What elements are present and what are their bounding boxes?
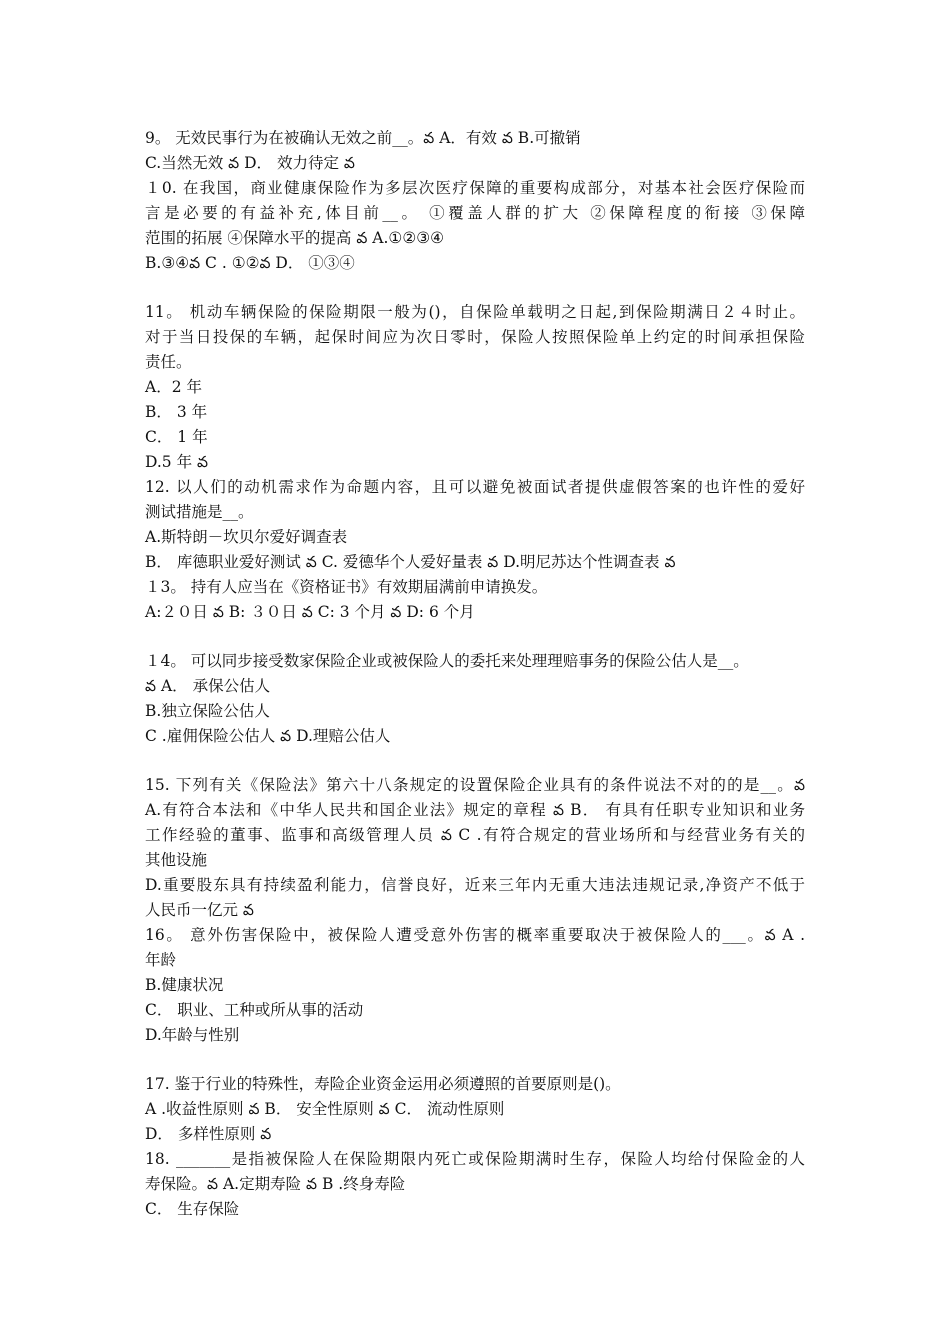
question-11-option-c: C． 1 年 (145, 428, 208, 446)
question-17-line-1: 17. 鉴于行业的特殊性，寿险企业资金运用必须遵照的首要原则是()。 (145, 1075, 621, 1093)
question-11-line-1: 11。 机动车辆保险的保险期限一般为()，自保险单载明之日起,到保险期满日２４时止。 (145, 303, 805, 321)
question-11-line-3: 责任。 (145, 353, 192, 371)
question-10-line-3: 范围的拓展 ④保障水平的提高 వ A.①②③④ (145, 229, 445, 247)
question-9-line-2: C.当然无效 వ D． 效力待定 వ (145, 154, 355, 172)
question-11-option-b: B． 3 年 (145, 403, 208, 421)
question-16-option-c: C． 职业、工种或所从事的活动 (145, 1001, 364, 1019)
question-12-option-a: A.斯特朗－坎贝尔爱好调查表 (145, 528, 348, 546)
question-17-option-d: D． 多样性原则 వ (145, 1125, 272, 1143)
question-15-line-2: A.有符合本法和《中华人民共和国企业法》规定的章程 వ B． 有具有任职专业知识和业务 (145, 801, 805, 819)
question-18-line-1: 18. _______是指被保险人在保险期限内死亡或保险期满时生存，保险人均给付保险金的人 (145, 1150, 805, 1168)
question-15-line-3: 工作经验的董事、监事和高级管理人员 వ C .有符合规定的营业场所和与经营业务有关的 (145, 826, 805, 844)
question-16-option-b: B.健康状况 (145, 976, 224, 994)
question-15-line-6: 人民币一亿元 వ (145, 901, 254, 919)
question-14-options-cd: C .雇佣保险公估人 వ D.理赔公估人 (145, 727, 391, 745)
question-14-line-1: １4。 可以同步接受数家保险企业或被保险人的委托来处理理赔事务的保险公估人是__。 (145, 652, 749, 670)
question-16-line-2: 年龄 (145, 951, 177, 969)
question-12-line-1: 12. 以人们的动机需求作为命题内容，且可以避免被面试者提供虚假答案的也许性的爱好 (145, 478, 805, 496)
question-14-option-b: B.独立保险公估人 (145, 702, 270, 720)
question-10-line-4: B.③④వ C . ①②వ D． ①③④ (145, 254, 355, 272)
question-16-line-1: 16。 意外伤害保险中，被保险人遭受意外伤害的概率重要取决于被保险人的___。వ A . (145, 926, 805, 944)
question-11-option-a: A．2 年 (145, 378, 202, 396)
question-15-line-1: 15. 下列有关《保险法》第六十八条规定的设置保险企业具有的条件说法不对的的是__。వ (145, 776, 805, 794)
question-14-option-a: వ A． 承保公估人 (145, 677, 271, 695)
question-10-line-1: １0. 在我国，商业健康保险作为多层次医疗保障的重要构成部分，对基本社会医疗保险而 (145, 179, 805, 197)
question-17-options-abc: A .收益性原则 వ B． 安全性原则 వ C． 流动性原则 (145, 1100, 505, 1118)
question-15-line-5: D.重要股东具有持续盈利能力，信誉良好，近来三年内无重大违法违规记录,净资产不低于 (145, 876, 805, 894)
question-10-line-2: 言是必要的有益补充,体目前__。 ①覆盖人群的扩大 ②保障程度的衔接 ③保障 (145, 204, 805, 222)
question-15-line-4: 其他设施 (145, 851, 208, 869)
question-18-line-2: 寿保险。వ A.定期寿险 వ B .终身寿险 (145, 1175, 406, 1193)
question-13-line-1: １3。 持有人应当在《资格证书》有效期届满前申请换发。 (145, 578, 548, 596)
question-12-line-2: 测试措施是__。 (145, 503, 254, 521)
question-18-option-c: C． 生存保险 (145, 1200, 240, 1218)
question-11-line-2: 对于当日投保的车辆，起保时间应为次日零时，保险人按照保险单上约定的时间承担保险 (145, 328, 805, 346)
question-13-options: A:２０日 వ B: ３０日 వ C: 3 个月 వ D: 6 个月 (145, 603, 475, 621)
question-9-line-1: 9。 无效民事行为在被确认无效之前__。వ A．有效 వ B.可撤销 (145, 129, 581, 147)
question-16-option-d: D.年龄与性别 (145, 1026, 240, 1044)
question-11-option-d: D.5 年 వ (145, 453, 209, 471)
question-12-options-bcd: B． 库德职业爱好测试 వ C. 爱德华个人爱好量表 వ D.明尼苏达个性调查表 వ (145, 553, 676, 571)
